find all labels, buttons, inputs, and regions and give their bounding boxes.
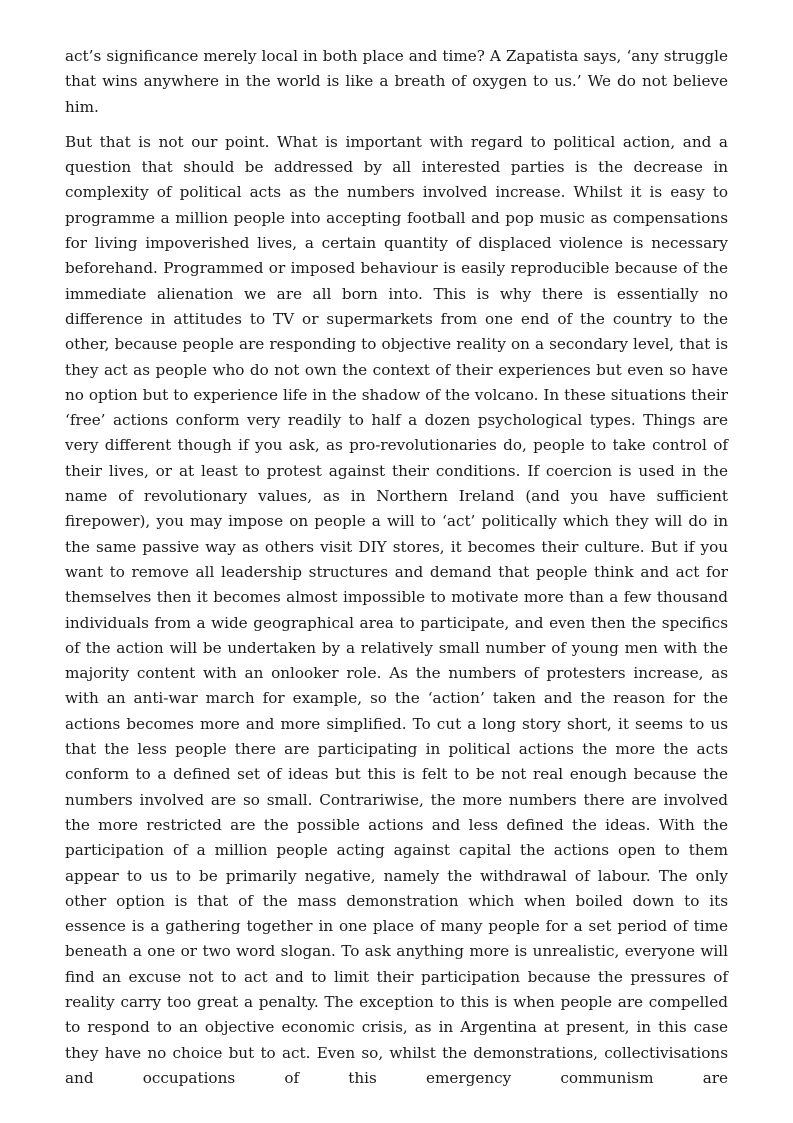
paragraph-1: act’s significance merely local in both place and time? A Zapatista says, ‘any struggle that wins anywhere in the world is like a breath of oxygen to us.’ We do not believe him. bbox=[65, 47, 728, 116]
document-page bbox=[65, 44, 728, 1091]
paragraph-2: But that is not our point. What is important with regard to political action, and a question that should be addressed by all interested parties is the decrease in complexity of political acts as the numbers involved increase. Whilst it is easy to programme a million people into accepting football and pop music as compensations for living impoverished lives, a certain quantity of displaced violence is necessary beforehand. Programmed or imposed behaviour is easily reproducible because of the immediate alienation we are all born into. This is why there is essentially no difference in attitudes to TV or supermarkets from one end of the country to the other, because people are responding to objective reality on a secondary level, that is they act as people who do not own the context of their experiences but even so have no option but to experience life in the shadow of the volcano. In these situations their ‘free’ actions conform very readily to half a dozen psychological types. Things are very different though if you ask, as pro-revolutionaries do, people to take control of their lives, or at least to protest against their conditions. If coercion is used in the name of revolutionary values, as in Northern Ireland (and you have sufficient firepower), you may impose on people a will to ‘act’ politically which they will do in the same passive way as others visit DIY stores, it becomes their culture. But if you want to remove all leadership structures and demand that people think and act for themselves then it becomes almost impossible to motivate more than a few thousand individuals from a wide geographical area to participate, and even then the specifics of the action will be undertaken by a relatively small number of young men with the majority content with an onlooker role. As the numbers of protesters increase, as with an anti-war march for example, so the ‘action’ taken and the reason for the actions becomes more and more simplified. To cut a long story short, it seems to us that the less people there are participating in political actions the more the acts conform to a defined set of ideas but this is felt to be not real enough because the numbers involved are so small. Contrariwise, the more numbers there are involved the more restricted are the possible actions and less defined the ideas. With the participation of a million people acting against capital the actions open to them appear to us to be primarily negative, namely the withdrawal of labour. The only other option is that of the mass demonstration which when boiled down to its essence is a gathering together in one place of many people for a set period of time beneath a one or two word slogan. To ask anything more is unrealistic, everyone will find an excuse not to act and to limit their participation because the pressures of reality carry too great a penalty. The exception to this is when people are compelled to respond to an objective economic crisis, as in Argentina at present, in this case they have no choice but to act. Even so, whilst the demonstrations, collectivisations and occupations of this emergency communism are bbox=[65, 132, 728, 1087]
